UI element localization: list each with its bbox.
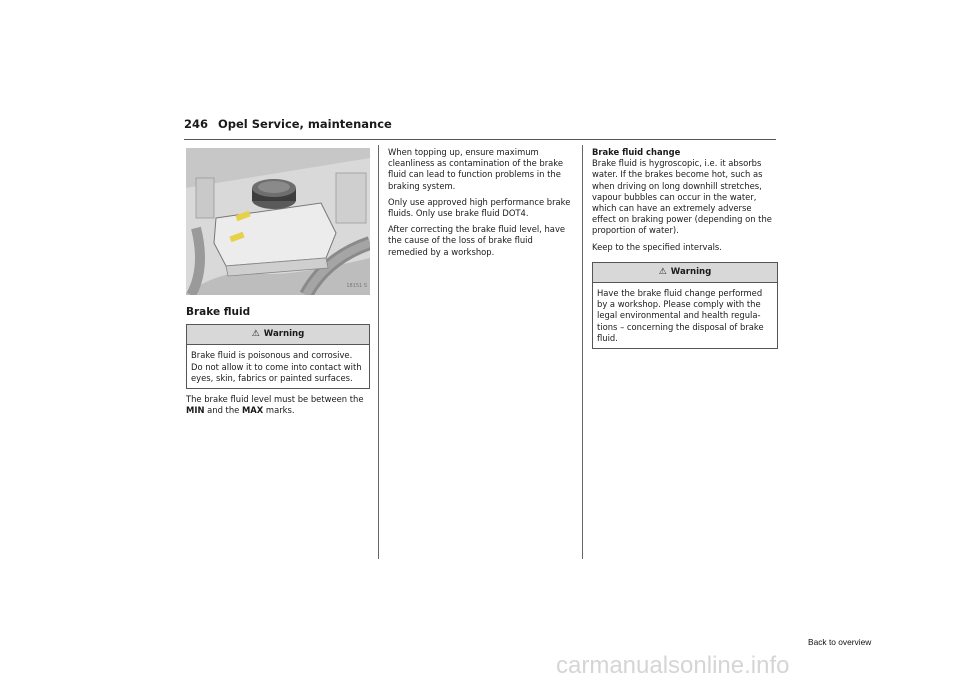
watermark: carmanualsonline.info (556, 652, 790, 679)
brake-fluid-change-heading: Brake fluid change (592, 147, 681, 157)
warning-box-1 (186, 324, 370, 389)
min-mark: MIN (186, 405, 205, 416)
level-text-before: The brake fluid level must be between the (186, 394, 364, 405)
column-1 (186, 148, 370, 421)
column-divider-2 (582, 145, 583, 559)
warning-header-2 (593, 263, 777, 283)
warning-text-2: Have the brake fluid change performed by a workshop. Please comply with the legal environmental and health regula-tions – concerning the disposal of brake fluid. (597, 288, 764, 343)
warning-text-1: Brake fluid is poisonous and corrosive. Do not allow it to come into contact with eyes, skin, fabrics or painted surfaces. (191, 350, 362, 383)
brake-fluid-reservoir-figure (186, 148, 370, 295)
fluid-level-paragraph (186, 394, 370, 416)
page-number: 246 (184, 117, 209, 131)
level-text-middle: and the (204, 405, 242, 416)
warning-header-1 (187, 325, 369, 345)
max-mark: MAX (241, 405, 264, 416)
fluid-loss-paragraph: After correcting the brake fluid level, have the cause of the loss of brake fluid remedied by a workshop. (388, 224, 566, 257)
figure-code: 18151 S (346, 282, 367, 289)
column-2 (388, 147, 574, 263)
approved-fluids-paragraph: Only use approved high performance brake fluids. Only use brake fluid DOT4. (388, 196, 571, 219)
warning-triangle-icon: ⚠ (658, 266, 667, 277)
intervals-paragraph: Keep to the specified intervals. (592, 241, 722, 252)
reservoir-illustration (186, 148, 370, 295)
level-text-after: marks. (263, 405, 295, 416)
column-3 (592, 147, 778, 354)
section-title: Opel Service, maintenance (218, 117, 392, 131)
warning-triangle-icon: ⚠ (251, 329, 260, 340)
warning-title-2: Warning (670, 266, 712, 277)
hygroscopic-paragraph: Brake fluid is hygroscopic, i.e. it absorbs water. If the brakes become hot, such as when driving on long downhill stretches, vapour bubbles can occur in the water, which can have an extremely adverse effect on braking power (depending on the proportion of water). (592, 158, 772, 236)
warning-box-2 (592, 262, 778, 349)
topping-up-paragraph: When topping up, ensure maximum cleanliness as contamination of the brake fluid can lead to function problems in the braking system. (388, 147, 564, 191)
brake-fluid-heading: Brake fluid (186, 306, 251, 318)
warning-title-1: Warning (263, 329, 305, 340)
page-header (184, 117, 776, 140)
back-to-overview-link[interactable]: Back to overview (808, 637, 872, 647)
column-divider-1 (378, 145, 379, 559)
